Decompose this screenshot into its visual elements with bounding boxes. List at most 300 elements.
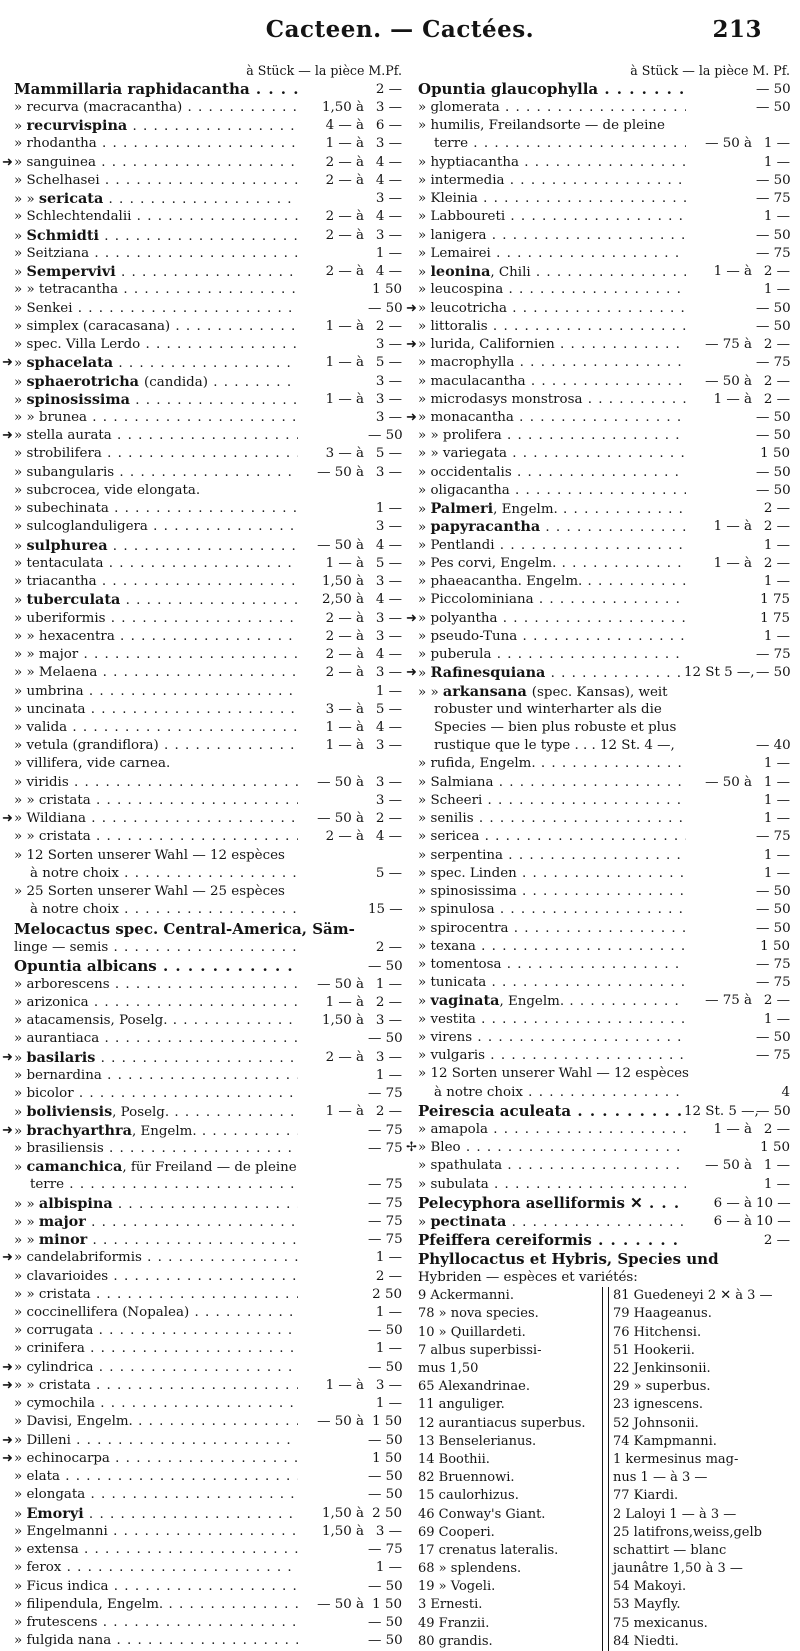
price-from: 2 — à — [325, 628, 364, 644]
species-name: » Wildiana . . . — [14, 810, 298, 828]
margin-arrow-icon: ➜ — [2, 1450, 13, 1466]
price-to: 2 — — [375, 82, 402, 97]
price-to: 4 — [781, 1084, 790, 1100]
price-to: — 50 — [756, 884, 791, 900]
left-list-row — [14, 719, 402, 737]
species-name: » camanchica, für Freiland — de pleine — [14, 1158, 297, 1176]
species-name: » macrophylla . . . — [418, 354, 686, 372]
hybrid-entry: 11 anguliger. — [418, 1397, 505, 1413]
price-to: 5 — — [375, 355, 402, 371]
price-to: — 75 — [368, 1140, 403, 1156]
price-from: 2 — à — [325, 227, 364, 243]
hybrid-entry: 53 Mayfly. — [613, 1597, 681, 1613]
species-name: » » minor . . . — [14, 1231, 298, 1250]
price-to: — 50 — [368, 1578, 403, 1594]
left-list-row — [14, 792, 402, 810]
right-list-row — [418, 1269, 790, 1287]
right-list-row — [418, 810, 790, 828]
price-to: — 75 — [756, 975, 791, 991]
price-to: 1 — — [763, 209, 790, 225]
species-name: » umbrina . . . — [14, 683, 298, 701]
price-to: 1 — — [375, 683, 402, 699]
price-from: 1 — à — [713, 391, 752, 407]
left-list-row — [14, 1085, 402, 1103]
left-list-row — [14, 920, 402, 939]
price-to: 3 — — [375, 1523, 402, 1539]
species-name: » sanguinea . . . — [14, 154, 298, 172]
species-name: » » cristata . . . — [14, 1377, 298, 1395]
species-name: » senilis . . . — [418, 810, 686, 828]
species-name: » subangularis . . . — [14, 464, 298, 482]
price-to: 3 — — [375, 665, 402, 681]
left-list-row — [14, 409, 402, 427]
hybrid-entry: 76 Hitchensi. — [613, 1324, 702, 1340]
left-list-row — [14, 336, 402, 354]
species-name: » sulphurea . . . — [14, 537, 298, 556]
price-to: 1 — — [763, 811, 790, 827]
left-list-row — [14, 1213, 402, 1231]
species-name: » vestita . . . — [418, 1011, 686, 1029]
left-list-row — [14, 1304, 402, 1322]
species-name-bold: boliviensis — [26, 1103, 113, 1121]
species-name: » spec. Villa Lerdo . . . — [14, 336, 298, 354]
right-list-row — [418, 172, 790, 190]
price-to: 2 — — [763, 391, 790, 407]
hybrid-entry: jaunâtre 1,50 à 3 — — [613, 1561, 743, 1577]
left-list-row — [2, 1359, 403, 1377]
price-to: 1 — — [763, 154, 790, 170]
price-to: 3 — — [375, 391, 402, 407]
margin-arrow-icon: ➜ — [2, 1049, 13, 1065]
species-name: » recurvispina . . . — [14, 117, 298, 136]
species-name: » brachyarthra, Engelm. . . . — [14, 1122, 298, 1141]
price-from: 1 — à — [713, 1121, 752, 1137]
right-list-row — [418, 701, 790, 719]
price-from: 2 — à — [325, 647, 364, 663]
right-list-row — [418, 774, 790, 792]
hybrid-entry: mus 1,50 — [418, 1361, 479, 1377]
price-to: 3 — — [375, 519, 402, 535]
species-name: » Pentlandi . . . — [418, 537, 686, 555]
species-name: » » major . . . — [14, 1213, 298, 1232]
price-to: 5 — — [375, 555, 402, 571]
right-list-row — [418, 847, 790, 865]
left-list-row — [14, 482, 402, 500]
species-name: » basilaris . . . — [14, 1049, 298, 1068]
right-list-row — [418, 974, 790, 992]
price-to: 4 — — [375, 537, 402, 553]
right-list-row — [418, 1102, 790, 1121]
species-name: » Engelmanni . . . — [14, 1523, 298, 1541]
price-to: 2 — — [763, 1121, 790, 1137]
species-name: » ferox . . . — [14, 1559, 298, 1577]
price-to: 10 — — [756, 1195, 791, 1211]
right-list-row — [418, 500, 790, 518]
species-name: » vetula (grandiflora) . . . — [14, 737, 298, 755]
species-name: » simplex (caracasana) . . . — [14, 318, 298, 336]
right-list-row — [418, 80, 790, 99]
species-name: » viridis . . . — [14, 774, 298, 792]
right-list-row — [418, 1231, 790, 1250]
left-list-row — [14, 391, 402, 409]
right-list-row — [418, 1176, 790, 1194]
hybrid-entry: 46 Conway's Giant. — [418, 1506, 546, 1522]
price-to: — 50 — [756, 300, 791, 316]
price-to: — 50 — [368, 1614, 403, 1630]
price-to: 1 50 — [372, 282, 402, 298]
hybrid-entry: 49 Franzii. — [418, 1615, 490, 1631]
price-from: 3 — à — [325, 701, 364, 717]
right-column-price-header: à Stück — la pièce M. Pf. — [630, 63, 790, 78]
price-to: 5 — — [375, 446, 402, 462]
species-name: à notre choix . . . — [418, 1084, 686, 1102]
price-to: 4 — — [375, 829, 402, 845]
price-to: 1 — — [375, 976, 402, 992]
left-list-row — [14, 281, 402, 299]
left-list-row — [2, 1432, 403, 1450]
margin-arrow-icon: ➜ — [2, 811, 13, 827]
price-to: 2 — — [763, 555, 790, 571]
species-name-bold: sulphurea — [26, 536, 108, 554]
right-list-row — [418, 1084, 790, 1102]
species-name: Pelecyphora aselliformis ✕ . . . — [418, 1194, 686, 1213]
right-list-row — [418, 646, 790, 664]
left-list-row — [14, 190, 402, 208]
price-to: 2 — — [375, 939, 402, 955]
price-from: 12 St 5 —, — [684, 665, 755, 681]
species-name: » arborescens . . . — [14, 976, 298, 994]
price-from: 2,50 à — [321, 592, 364, 608]
left-list-row — [14, 245, 402, 263]
left-list-row — [2, 427, 403, 445]
species-name: Melocactus spec. Central-America, Säm- — [14, 919, 355, 938]
hybrid-entry: 52 Johnsonii. — [613, 1415, 699, 1431]
price-to: — 75 — [756, 355, 791, 371]
price-to: 1 — — [763, 1176, 790, 1192]
left-list-row — [14, 683, 402, 701]
price-to: 10 — — [756, 1213, 791, 1229]
species-name: » corrugata . . . — [14, 1322, 298, 1340]
left-list-row — [14, 1286, 402, 1304]
species-name: » filipendula, Engelm. . . . — [14, 1596, 298, 1614]
price-from: 2 — à — [325, 154, 364, 170]
species-name-bold: vaginata — [430, 992, 500, 1010]
species-name-bold: Emoryi — [26, 1504, 84, 1522]
hybrid-entry: 54 Makoyi. — [613, 1579, 687, 1595]
right-list-row — [418, 591, 790, 609]
species-name: à notre choix . . . — [14, 901, 298, 919]
right-list-row — [418, 208, 790, 226]
price-from: 2 — à — [325, 172, 364, 188]
price-to: 3 — — [375, 337, 402, 353]
right-list-row — [418, 281, 790, 299]
price-to: 1 — — [763, 1011, 790, 1027]
right-list-row — [418, 391, 790, 409]
species-name: » atacamensis, Poselg. . . . — [14, 1012, 298, 1030]
species-name: » Davisi, Engelm. . . . — [14, 1413, 298, 1431]
species-name: Pfeiffera cereiformis . . . — [418, 1231, 686, 1250]
margin-arrow-icon: ✢ — [406, 1140, 417, 1156]
species-name: » strobilifera . . . — [14, 445, 298, 463]
left-list-row — [14, 573, 402, 591]
species-name: » Palmeri, Engelm. . . . — [418, 500, 686, 519]
price-to: — 50 — [756, 920, 791, 936]
right-list-row — [418, 190, 790, 208]
right-list-row — [406, 409, 791, 427]
species-name-bold: leonina — [430, 263, 491, 281]
hybrid-entry: 10 » Quillardeti. — [418, 1324, 526, 1340]
species-name: linge — semis . . . — [14, 939, 298, 957]
left-list-row — [14, 135, 402, 153]
species-name: » Pes corvi, Engelm. . . . — [418, 555, 686, 573]
hybrid-entry: 79 Haageanus. — [613, 1306, 712, 1322]
price-to: — 75 — [756, 191, 791, 207]
hybrid-entry: 3 Ernesti. — [418, 1597, 483, 1613]
left-list-row — [14, 737, 402, 755]
price-to: 2 — — [763, 519, 790, 535]
price-to: — 50 — [368, 1633, 403, 1649]
species-name: » spinosissima . . . — [418, 883, 686, 901]
price-to: 3 — — [375, 1377, 402, 1393]
species-name: » tentaculata . . . — [14, 555, 298, 573]
hybrid-list-left — [418, 1287, 603, 1651]
species-name: » Labboureti . . . — [418, 208, 686, 226]
price-to: 1 75 — [760, 592, 790, 608]
species-name: » occidentalis . . . — [418, 464, 686, 482]
price-to: 1 — — [763, 847, 790, 863]
left-list-row — [14, 865, 402, 883]
price-to: 3 — — [375, 628, 402, 644]
price-from: 1 — à — [325, 719, 364, 735]
left-list-row — [14, 537, 402, 555]
hybrid-entry: 68 » splendens. — [418, 1561, 522, 1577]
price-to: — 50 — [756, 902, 791, 918]
price-from: 1 — à — [325, 1377, 364, 1393]
species-name: » tomentosa . . . — [418, 956, 686, 974]
price-to: 2 — — [375, 1268, 402, 1284]
right-list-row — [418, 318, 790, 336]
price-to: 3 — — [375, 610, 402, 626]
right-list-row — [418, 135, 790, 153]
left-list-row — [14, 445, 402, 463]
left-list-row — [14, 994, 402, 1012]
hybrid-entry: 51 Hookerii. — [613, 1342, 695, 1358]
price-to: 1 — — [375, 245, 402, 261]
species-name-bold: camanchica — [26, 1158, 123, 1176]
price-from: 6 — à — [713, 1213, 752, 1229]
species-name: » leucospina . . . — [418, 281, 686, 299]
species-name: » Ficus indica . . . — [14, 1578, 298, 1596]
price-to: 1 — — [375, 501, 402, 517]
hybrid-entry: 1 kermesinus mag- — [613, 1451, 739, 1467]
species-name: » spirocentra . . . — [418, 920, 686, 938]
left-list-row — [14, 555, 402, 573]
margin-arrow-icon: ➜ — [406, 409, 417, 425]
species-name: » leucotricha . . . — [418, 300, 686, 318]
species-name: » Seitziana . . . — [14, 245, 298, 263]
species-name: » polyantha . . . — [418, 610, 686, 628]
price-to: 4 — — [375, 719, 402, 735]
right-list-row — [418, 373, 790, 391]
hybrid-entry: 75 mexicanus. — [613, 1615, 708, 1631]
species-name: » » albispina . . . — [14, 1195, 298, 1214]
species-name: » » major . . . — [14, 646, 298, 664]
page-title: Cacteen. — Cactées. — [265, 16, 535, 43]
species-name: » tuberculata . . . — [14, 591, 298, 610]
left-list-row — [14, 1632, 402, 1650]
species-name: » elata . . . — [14, 1468, 298, 1486]
price-to: 4 — — [375, 647, 402, 663]
hybrid-entry: 23 ignescens. — [613, 1397, 704, 1413]
species-name: » » arkansana (spec. Kansas), weit — [418, 682, 668, 700]
hybrid-entry: 82 Bruennowi. — [418, 1470, 515, 1486]
price-to: — 75 — [756, 829, 791, 845]
right-list-row — [418, 956, 790, 974]
left-list-row — [14, 901, 402, 919]
price-from: — 50 à — [317, 1414, 364, 1430]
species-name: » pectinata . . . — [418, 1213, 686, 1232]
price-to: 1 — — [763, 136, 790, 152]
left-list-row — [14, 172, 402, 190]
hybrid-entry: 84 Niedti. — [613, 1633, 679, 1649]
species-name: » villifera, vide carnea. — [14, 756, 171, 772]
left-list-row — [14, 1578, 402, 1596]
species-name: Opuntia glaucophylla . . . — [418, 80, 686, 99]
species-name: » microdasys monstrosa . . . — [418, 391, 686, 409]
right-list-row — [418, 263, 790, 281]
species-name: » coccinellifera (Nopalea) . . . — [14, 1304, 298, 1322]
hybrid-entry: nus 1 — à 3 — — [613, 1470, 708, 1486]
left-list-row — [14, 701, 402, 719]
species-name-bold: spinosissima — [26, 390, 130, 408]
price-to: 3 — — [375, 1013, 402, 1029]
right-list-row — [406, 1139, 790, 1157]
price-to: — 50 — [368, 300, 403, 316]
right-list-row — [418, 555, 790, 573]
left-list-row — [14, 1103, 402, 1121]
left-list-row — [14, 883, 402, 901]
price-to: 1 50 — [372, 1414, 402, 1430]
right-list-row — [418, 865, 790, 883]
price-to: 15 — — [368, 902, 403, 918]
price-to: — 50 — [756, 665, 791, 681]
hybrid-entry: 14 Boothii. — [418, 1451, 490, 1467]
species-name: » brasiliensis . . . — [14, 1140, 298, 1158]
price-to: 2 50 — [372, 1505, 402, 1521]
species-name: » Rafinesquiana . . . — [418, 664, 686, 683]
price-to: — 75 — [368, 1195, 403, 1211]
species-name: » rufida, Engelm. . . . — [418, 755, 686, 773]
species-name: à notre choix . . . — [14, 865, 298, 883]
hybrid-entry: 17 crenatus lateralis. — [418, 1542, 559, 1558]
margin-arrow-icon: ➜ — [2, 1377, 13, 1393]
species-name: » rhodantha . . . — [14, 135, 298, 153]
price-from: 2 — à — [325, 264, 364, 280]
species-name: » candelabriformis . . . — [14, 1249, 298, 1267]
right-list-row — [418, 427, 790, 445]
price-to: 1 — — [763, 574, 790, 590]
species-name: » extensa . . . — [14, 1541, 298, 1559]
species-name-bold: pectinata — [430, 1212, 507, 1230]
species-name: » » Melaena . . . — [14, 664, 298, 682]
price-to: — 50 — [756, 1103, 791, 1119]
price-to: — 75 — [368, 1542, 403, 1558]
price-to: — 50 — [368, 1469, 403, 1485]
price-from: 1,50 à — [321, 1505, 364, 1521]
left-list-row — [14, 1158, 402, 1176]
species-name: » maculacantha . . . — [418, 373, 686, 391]
price-to: — 75 — [368, 1086, 403, 1102]
right-list-row — [418, 464, 790, 482]
price-from: — 50 à — [317, 1596, 364, 1612]
right-list-row — [418, 1121, 790, 1139]
left-list-row — [2, 154, 402, 172]
price-to: 3 — — [375, 191, 402, 207]
price-to: — 50 — [756, 464, 791, 480]
species-name: » Emoryi . . . — [14, 1505, 298, 1524]
price-from: 1 — à — [325, 355, 364, 371]
hybrid-entry: 9 Ackermanni. — [418, 1288, 514, 1304]
species-name: » Scheeri . . . — [418, 792, 686, 810]
species-name: terre . . . — [418, 135, 686, 153]
price-to: — 75 — [756, 245, 791, 261]
species-name: Hybriden — espèces et variétés: — [418, 1270, 638, 1286]
price-to: — 75 — [368, 1177, 403, 1193]
species-name: » phaeacantha. Engelm. . . . — [418, 573, 686, 591]
left-list-row — [14, 976, 402, 994]
left-list-row — [14, 957, 402, 976]
price-to: — 40 — [756, 738, 791, 754]
species-name-bold: Palmeri — [430, 500, 494, 518]
price-to: 1 — — [763, 537, 790, 553]
price-to: 1 50 — [372, 1450, 402, 1466]
price-to: 3 — — [375, 574, 402, 590]
species-name: » intermedia . . . — [418, 172, 686, 190]
species-name: » » cristata . . . — [14, 1286, 298, 1304]
right-list-row — [418, 992, 790, 1010]
price-to: — 75 — [756, 647, 791, 663]
price-to: 2 — — [375, 811, 402, 827]
price-to: 1 — — [375, 1341, 402, 1357]
hybrid-entry: 7 albus superbissi- — [418, 1342, 542, 1358]
price-to: 2 — — [763, 264, 790, 280]
species-name: » recurva (macracantha) . . . — [14, 99, 298, 117]
hybrid-entry: 2 Laloyi 1 — à 3 — — [613, 1506, 737, 1522]
right-list-row — [418, 828, 790, 846]
species-name: » aurantiaca . . . — [14, 1030, 298, 1048]
species-name-bold: Schmidti — [26, 226, 99, 244]
price-to: — 75 — [756, 957, 791, 973]
right-list-row — [418, 1011, 790, 1029]
species-name: » spathulata . . . — [418, 1157, 686, 1175]
right-list-row — [418, 537, 790, 555]
price-from: — 75 à — [705, 337, 752, 353]
price-to: — 50 — [368, 428, 403, 444]
price-to: 3 — — [375, 1049, 402, 1065]
price-from: 1 — à — [325, 555, 364, 571]
left-list-row — [14, 755, 402, 773]
price-from: 1,50 à — [321, 574, 364, 590]
left-list-row — [14, 1231, 402, 1249]
left-list-row — [14, 1559, 402, 1577]
species-name: » valida . . . — [14, 719, 298, 737]
price-from: — 50 à — [705, 1158, 752, 1174]
species-name: Peirescia aculeata . . . — [418, 1102, 686, 1121]
species-name: terre . . . — [14, 1176, 298, 1194]
left-list-row — [14, 227, 402, 245]
species-name: » humilis, Freilandsorte — de pleine — [418, 118, 665, 134]
right-list-row — [418, 154, 790, 172]
